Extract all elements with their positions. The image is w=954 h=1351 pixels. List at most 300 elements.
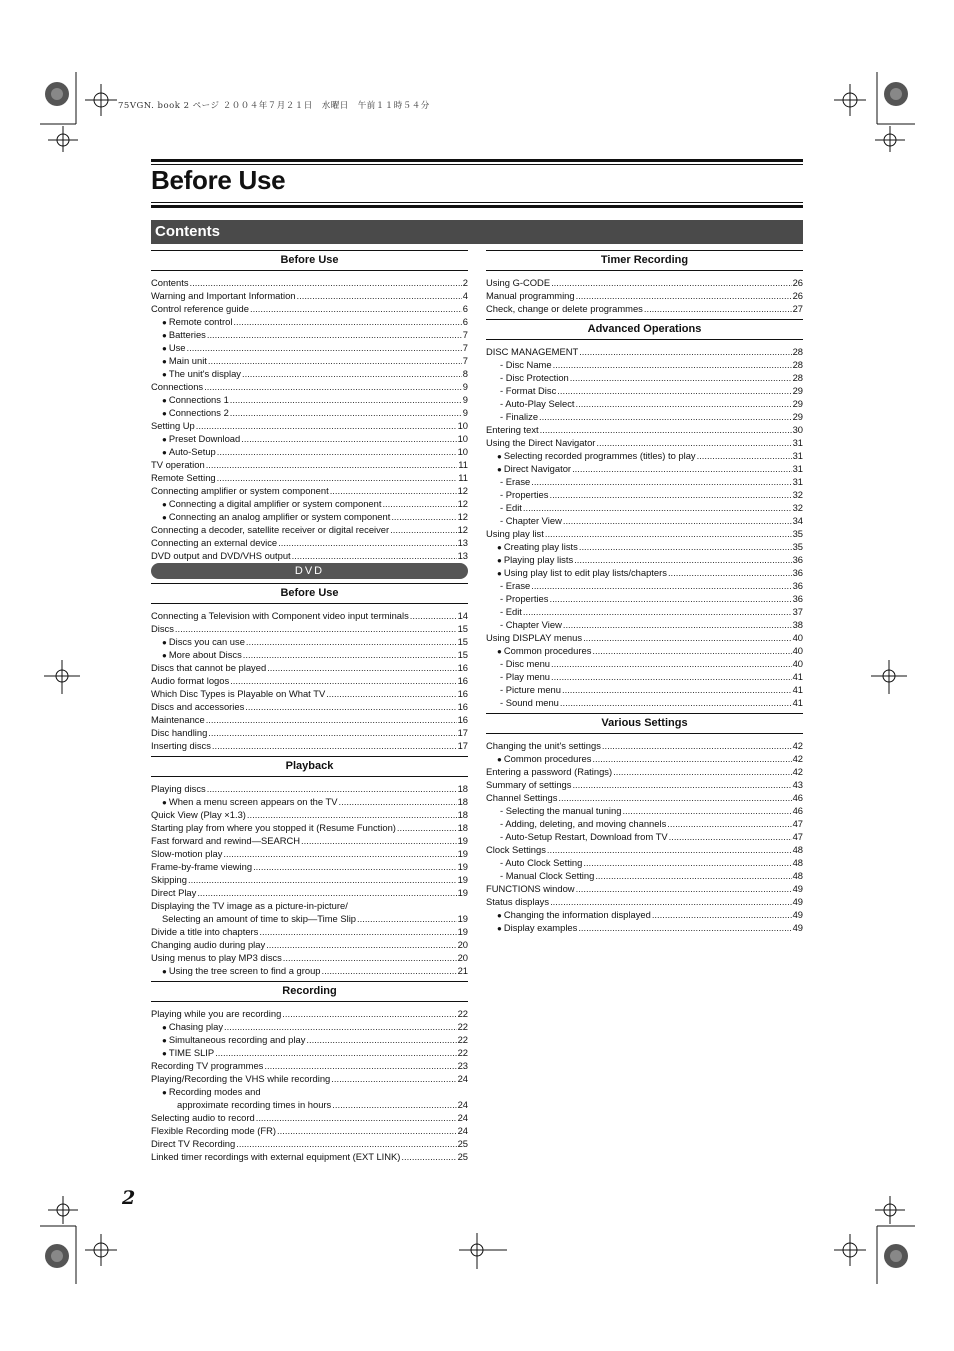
section-heading-advanced-operations: Advanced Operations <box>486 319 803 340</box>
toc-entry-label <box>151 821 396 834</box>
toc-entry-text: Display examples <box>503 922 578 933</box>
toc-entry-text: Skipping <box>151 874 187 885</box>
dot-leader <box>523 605 792 618</box>
toc-entry <box>486 566 803 579</box>
toc-entry-text: - Edit <box>500 606 522 617</box>
toc-entry-text: Entering text <box>486 424 539 435</box>
toc-entry-page: 19 <box>457 874 468 885</box>
toc-entry-label <box>151 609 409 622</box>
toc-entry-text: Playing play lists <box>503 554 574 565</box>
toc-entry-page: 22 <box>457 1047 468 1058</box>
dot-leader <box>570 371 792 384</box>
toc-entry-label <box>497 462 571 475</box>
toc-entry-label <box>162 1085 261 1098</box>
toc-entry <box>486 683 803 696</box>
section-heading-playback: Playback <box>151 756 468 777</box>
toc-entry <box>151 847 468 860</box>
toc-entry <box>151 315 468 328</box>
toc-entry-text: Clock Settings <box>486 844 546 855</box>
toc-entry-text: Chasing play <box>168 1021 224 1032</box>
toc-entry <box>486 791 803 804</box>
dot-leader <box>326 687 456 700</box>
dot-leader <box>292 549 457 562</box>
bullet-icon: ● <box>497 465 502 474</box>
dot-leader <box>644 302 792 315</box>
dot-leader <box>579 540 792 553</box>
toc-entry-page: 13 <box>457 537 468 548</box>
toc-entry-label <box>162 912 356 925</box>
toc-entry-page: 24 <box>457 1112 468 1123</box>
dot-leader <box>204 380 462 393</box>
toc-entry-label <box>162 1020 223 1033</box>
toc-entry <box>486 423 803 436</box>
toc-entry <box>486 605 803 618</box>
toc-entry-label <box>162 964 321 977</box>
bullet-icon: ● <box>162 1036 167 1045</box>
toc-entry-page: 31 <box>792 437 803 448</box>
dot-leader <box>190 276 462 289</box>
toc-entry-page: 42 <box>792 766 803 777</box>
toc-entry-text: TV operation <box>151 459 205 470</box>
toc-entry-page: 6 <box>462 316 468 327</box>
toc-entry-page: 2 <box>462 277 468 288</box>
bullet-icon: ● <box>497 556 502 565</box>
toc-entry-page: 13 <box>457 550 468 561</box>
section-heading-before-use: Before Use <box>151 583 468 604</box>
toc-entry <box>151 549 468 562</box>
toc-entry-page: 24 <box>457 1099 468 1110</box>
toc-entry-label <box>497 449 696 462</box>
toc-entry <box>486 804 803 817</box>
toc-entry-label <box>486 302 643 315</box>
toc-entry-text: - Disc Name <box>500 359 552 370</box>
toc-entry <box>486 631 803 644</box>
toc-entry <box>486 696 803 709</box>
toc-entry-label <box>497 566 667 579</box>
toc-entry-page: 9 <box>462 381 468 392</box>
toc-entry <box>151 964 468 977</box>
toc-entry-page: 15 <box>457 636 468 647</box>
toc-entry-page: 40 <box>792 632 803 643</box>
toc-entry-text: DVD output and DVD/VHS output <box>151 550 291 561</box>
toc-entry-label <box>151 886 196 899</box>
bullet-icon: ● <box>497 452 502 461</box>
toc-entry-text: Connections 2 <box>168 407 229 418</box>
toc-entry-label <box>151 847 222 860</box>
toc-entry <box>151 661 468 674</box>
bullet-icon: ● <box>162 638 167 647</box>
toc-entry-page: 7 <box>462 355 468 366</box>
registration-mark-top-left <box>38 72 158 152</box>
toc-entry-label <box>500 358 552 371</box>
toc-entry-label <box>500 397 575 410</box>
dot-leader <box>188 873 457 886</box>
toc-entry-text: Manual programming <box>486 290 575 301</box>
toc-entry-label <box>162 393 229 406</box>
dot-leader <box>579 345 791 358</box>
toc-entry-text: Creating play lists <box>503 541 578 552</box>
toc-entry-text: Simultaneous recording and play <box>168 1034 306 1045</box>
toc-entry <box>486 579 803 592</box>
toc-entry-page: 36 <box>792 580 803 591</box>
toc-entry <box>151 419 468 432</box>
toc-entry-label <box>486 791 557 804</box>
toc-entry-text: Connections 1 <box>168 394 229 405</box>
bullet-icon: ● <box>162 409 167 418</box>
toc-entry-text: Entering a password (Ratings) <box>486 766 613 777</box>
toc-entry <box>151 458 468 471</box>
dot-leader <box>277 1124 457 1137</box>
toc-entry-text: FUNCTIONS window <box>486 883 575 894</box>
toc-entry-page: 41 <box>792 671 803 682</box>
toc-entry-page: 19 <box>457 926 468 937</box>
toc-entry-page: 22 <box>457 1008 468 1019</box>
dot-leader <box>256 1111 457 1124</box>
dot-leader <box>550 895 792 908</box>
dvd-section-pill: DVD <box>151 563 468 579</box>
toc-entry-page: 46 <box>792 792 803 803</box>
toc-entry-text: Using play list <box>486 528 544 539</box>
dot-leader <box>212 739 457 752</box>
toc-entry-label <box>486 631 582 644</box>
toc-entry <box>151 609 468 622</box>
toc-entry <box>486 527 803 540</box>
dot-leader <box>572 462 792 475</box>
toc-entry-text: Batteries <box>168 329 206 340</box>
dot-leader <box>243 648 457 661</box>
dot-leader <box>208 354 462 367</box>
dot-leader <box>217 445 457 458</box>
toc-entry-page: 12 <box>457 498 468 509</box>
toc-entry <box>151 432 468 445</box>
toc-entry-page: 14 <box>457 610 468 621</box>
toc-entry-label <box>497 908 651 921</box>
dot-leader <box>401 1150 456 1163</box>
dot-leader <box>206 458 458 471</box>
toc-entry-text: Connecting an analog amplifier or system component <box>168 511 391 522</box>
toc-entry-label <box>486 527 544 540</box>
dot-leader <box>583 856 791 869</box>
toc-entry-text: TIME SLIP <box>168 1047 215 1058</box>
toc-entry <box>486 778 803 791</box>
toc-entry-label <box>486 423 539 436</box>
dot-leader <box>357 912 457 925</box>
toc-entry <box>151 860 468 873</box>
toc-entry-text: Discs and accessories <box>151 701 245 712</box>
toc-entry-page: 19 <box>457 913 468 924</box>
toc-entry <box>486 869 803 882</box>
toc-entry-page: 16 <box>457 675 468 686</box>
toc-entry-page: 28 <box>792 359 803 370</box>
registration-mark-mid-left <box>44 660 84 700</box>
toc-entry <box>151 302 468 315</box>
toc-entry-text: Channel Settings <box>486 792 558 803</box>
toc-entry-text: Selecting an amount of time to skip—Time Slip <box>162 913 357 924</box>
toc-entry-page: 4 <box>462 290 468 301</box>
toc-entry <box>151 808 468 821</box>
toc-entry <box>151 1085 468 1098</box>
toc-entry-text: - Auto-Play Select <box>500 398 575 409</box>
toc-entry <box>486 618 803 631</box>
toc-entry-label <box>151 674 229 687</box>
bullet-icon: ● <box>162 651 167 660</box>
toc-entry <box>151 1111 468 1124</box>
toc-entry <box>486 289 803 302</box>
toc-entry-page: 12 <box>457 524 468 535</box>
dot-leader <box>602 739 792 752</box>
dot-leader <box>549 592 791 605</box>
toc-entry-text: Warning and Important Information <box>151 290 296 301</box>
toc-entry <box>486 765 803 778</box>
toc-entry-label <box>151 713 205 726</box>
dot-leader <box>563 514 792 527</box>
bullet-icon: ● <box>162 1023 167 1032</box>
bullet-icon: ● <box>162 967 167 976</box>
toc-entry-page: 22 <box>457 1034 468 1045</box>
toc-entry-label <box>151 860 252 873</box>
toc-entry-text: Remote control <box>168 316 233 327</box>
toc-entry-page: 8 <box>462 368 468 379</box>
toc-entry-label <box>500 683 561 696</box>
toc-entry <box>486 670 803 683</box>
print-header: 75VGN. book 2 ページ ２００４年７月２１日 水曜日 午前１１時５４分 <box>118 101 430 111</box>
toc-entry <box>151 782 468 795</box>
dot-leader <box>697 449 792 462</box>
dot-leader <box>669 830 792 843</box>
toc-entry-text: Playing/Recording the VHS while recording <box>151 1073 331 1084</box>
title-bottom-rule-thin <box>151 202 803 203</box>
toc-entry <box>151 648 468 661</box>
toc-entry-label <box>486 895 549 908</box>
toc-entry <box>486 358 803 371</box>
toc-entry-text: Linked timer recordings with external equipment (EXT LINK) <box>151 1151 401 1162</box>
toc-entry <box>486 895 803 908</box>
dot-leader <box>531 475 791 488</box>
toc-entry-label <box>151 661 266 674</box>
dot-leader <box>540 423 792 436</box>
toc-entry-label <box>162 795 338 808</box>
toc-entry-text: The unit's display <box>168 368 241 379</box>
toc-entry-label <box>500 592 548 605</box>
dot-leader <box>549 488 791 501</box>
toc-entry <box>151 1137 468 1150</box>
toc-entry-text: Maintenance <box>151 714 205 725</box>
toc-entry-text: - Auto-Setup Restart, Download from TV <box>500 831 668 842</box>
toc-entry-text: - Finalize <box>500 411 539 422</box>
toc-entry-label <box>500 475 530 488</box>
toc-entry <box>486 739 803 752</box>
toc-entry-page: 43 <box>792 779 803 790</box>
toc-entry-text: - Play menu <box>500 671 551 682</box>
toc-entry-page: 46 <box>792 805 803 816</box>
toc-entry-label <box>151 458 205 471</box>
toc-entry-text: - Properties <box>500 593 549 604</box>
dot-leader <box>551 276 791 289</box>
bullet-icon: ● <box>162 1049 167 1058</box>
dot-leader <box>217 471 458 484</box>
dot-leader <box>264 1059 456 1072</box>
toc-entry-label <box>486 765 612 778</box>
toc-entry <box>151 1098 468 1111</box>
toc-entry-page: 31 <box>792 450 803 461</box>
toc-entry-text: More about Discs <box>168 649 242 660</box>
toc-entry <box>151 536 468 549</box>
dot-leader <box>215 1046 456 1059</box>
toc-entry <box>151 510 468 523</box>
toc-entry-page: 40 <box>792 645 803 656</box>
toc-entry-label <box>151 1111 255 1124</box>
toc-entry <box>486 436 803 449</box>
toc-entry-text: Starting play from where you stopped it (Resume Function) <box>151 822 396 833</box>
dot-leader <box>247 808 457 821</box>
toc-entry-page: 12 <box>457 485 468 496</box>
toc-entry-text: Discs that cannot be played <box>151 662 267 673</box>
toc-entry-label <box>151 622 174 635</box>
toc-entry-page: 48 <box>792 844 803 855</box>
dot-leader <box>578 921 791 934</box>
toc-entry-label <box>151 739 211 752</box>
toc-entry-label <box>151 1124 276 1137</box>
dot-leader <box>576 397 792 410</box>
toc-entry-text: Common procedures <box>503 645 592 656</box>
toc-entry-text: Playing while you are recording <box>151 1008 282 1019</box>
toc-entry-page: 15 <box>457 649 468 660</box>
toc-entry-label <box>500 384 556 397</box>
toc-entry-label <box>151 289 296 302</box>
toc-entry-label <box>151 834 300 847</box>
dot-leader <box>266 938 456 951</box>
dot-leader <box>613 765 791 778</box>
toc-entry-text: Audio format logos <box>151 675 230 686</box>
toc-entry-label <box>500 579 530 592</box>
contents-banner: Contents <box>151 220 803 244</box>
dot-leader <box>230 393 462 406</box>
dot-leader <box>242 367 462 380</box>
toc-entry <box>151 471 468 484</box>
registration-mark-mid-right <box>870 660 910 700</box>
toc-entry-page: 6 <box>462 303 468 314</box>
toc-entry-label <box>151 380 203 393</box>
bullet-icon: ● <box>162 396 167 405</box>
dot-leader <box>306 1033 456 1046</box>
toc-entry-label <box>162 354 207 367</box>
toc-entry-text: Recording modes and <box>168 1086 261 1097</box>
toc-entry <box>151 834 468 847</box>
dot-leader <box>397 821 457 834</box>
toc-entry-text: Recording TV programmes <box>151 1060 264 1071</box>
toc-entry-label <box>151 1150 400 1163</box>
toc-entry-page: 27 <box>792 303 803 314</box>
dot-leader <box>622 804 791 817</box>
toc-entry-text: - Disc Protection <box>500 372 569 383</box>
toc-entry-page: 37 <box>792 606 803 617</box>
toc-entry-text: Divide a title into chapters <box>151 926 259 937</box>
dot-leader <box>230 674 456 687</box>
toc-entry-text: Remote Setting <box>151 472 216 483</box>
toc-entry-page: 36 <box>792 567 803 578</box>
toc-entry-label <box>162 445 216 458</box>
bullet-icon: ● <box>162 370 167 379</box>
toc-entry <box>486 540 803 553</box>
section-heading-various-settings: Various Settings <box>486 713 803 734</box>
toc-entry-text: Playing discs <box>151 783 206 794</box>
toc-entry-label <box>151 523 389 536</box>
registration-mark-bottom-left <box>38 1196 158 1286</box>
toc-entry <box>151 406 468 419</box>
dot-leader <box>267 661 456 674</box>
dot-leader <box>283 951 457 964</box>
toc-entry <box>486 592 803 605</box>
toc-entry-text: Direct Navigator <box>503 463 572 474</box>
dot-leader <box>557 384 791 397</box>
toc-entry <box>486 921 803 934</box>
toc-entry-page: 22 <box>457 1021 468 1032</box>
toc-entry-page: 19 <box>457 861 468 872</box>
toc-entry-page: 11 <box>458 472 468 483</box>
dot-leader <box>576 289 792 302</box>
dot-leader <box>545 527 792 540</box>
toc-entry-label <box>162 648 242 661</box>
dot-leader <box>667 817 791 830</box>
toc-entry-text: Frame-by-frame viewing <box>151 861 253 872</box>
toc-entry-page: 49 <box>792 883 803 894</box>
toc-entry-page: 24 <box>457 1073 468 1084</box>
toc-entry-label <box>500 618 562 631</box>
toc-entry-text: Connections <box>151 381 204 392</box>
toc-entry-page: 42 <box>792 753 803 764</box>
toc-entry <box>151 674 468 687</box>
toc-entry-page: 34 <box>792 515 803 526</box>
dot-leader <box>574 553 791 566</box>
toc-entry-text: Direct Play <box>151 887 197 898</box>
toc-entry-label <box>151 873 187 886</box>
toc-entry-label <box>151 700 244 713</box>
toc-entry <box>151 1007 468 1020</box>
bullet-icon: ● <box>162 357 167 366</box>
toc-entry-label <box>151 1137 235 1150</box>
toc-entry-page: 48 <box>792 870 803 881</box>
toc-entry-page: 25 <box>457 1138 468 1149</box>
toc-entry-label <box>162 367 241 380</box>
toc-entry-text: - Manual Clock Setting <box>500 870 595 881</box>
dot-leader <box>206 713 457 726</box>
toc-entry-text: - Sound menu <box>500 697 559 708</box>
toc-entry-label <box>151 726 207 739</box>
dot-leader <box>562 683 792 696</box>
toc-entry <box>486 397 803 410</box>
dot-leader <box>539 410 792 423</box>
bullet-icon: ● <box>162 1088 167 1097</box>
toc-entry <box>486 657 803 670</box>
toc-entry-label <box>151 536 277 549</box>
toc-entry-label <box>486 436 595 449</box>
toc-entry <box>151 484 468 497</box>
toc-entry-text: - Chapter View <box>500 515 562 526</box>
dot-leader <box>576 882 792 895</box>
toc-entry-text: - Properties <box>500 489 549 500</box>
toc-entry-page: 10 <box>457 420 468 431</box>
toc-entry <box>486 371 803 384</box>
toc-entry-text: When a menu screen appears on the TV <box>168 796 338 807</box>
dot-leader <box>233 315 461 328</box>
toc-entry-page: 35 <box>792 541 803 552</box>
dot-leader <box>560 696 792 709</box>
toc-entry <box>151 393 468 406</box>
toc-entry-text: - Chapter View <box>500 619 562 630</box>
toc-entry-page: 40 <box>792 658 803 669</box>
bullet-icon: ● <box>497 543 502 552</box>
bullet-icon: ● <box>162 318 167 327</box>
